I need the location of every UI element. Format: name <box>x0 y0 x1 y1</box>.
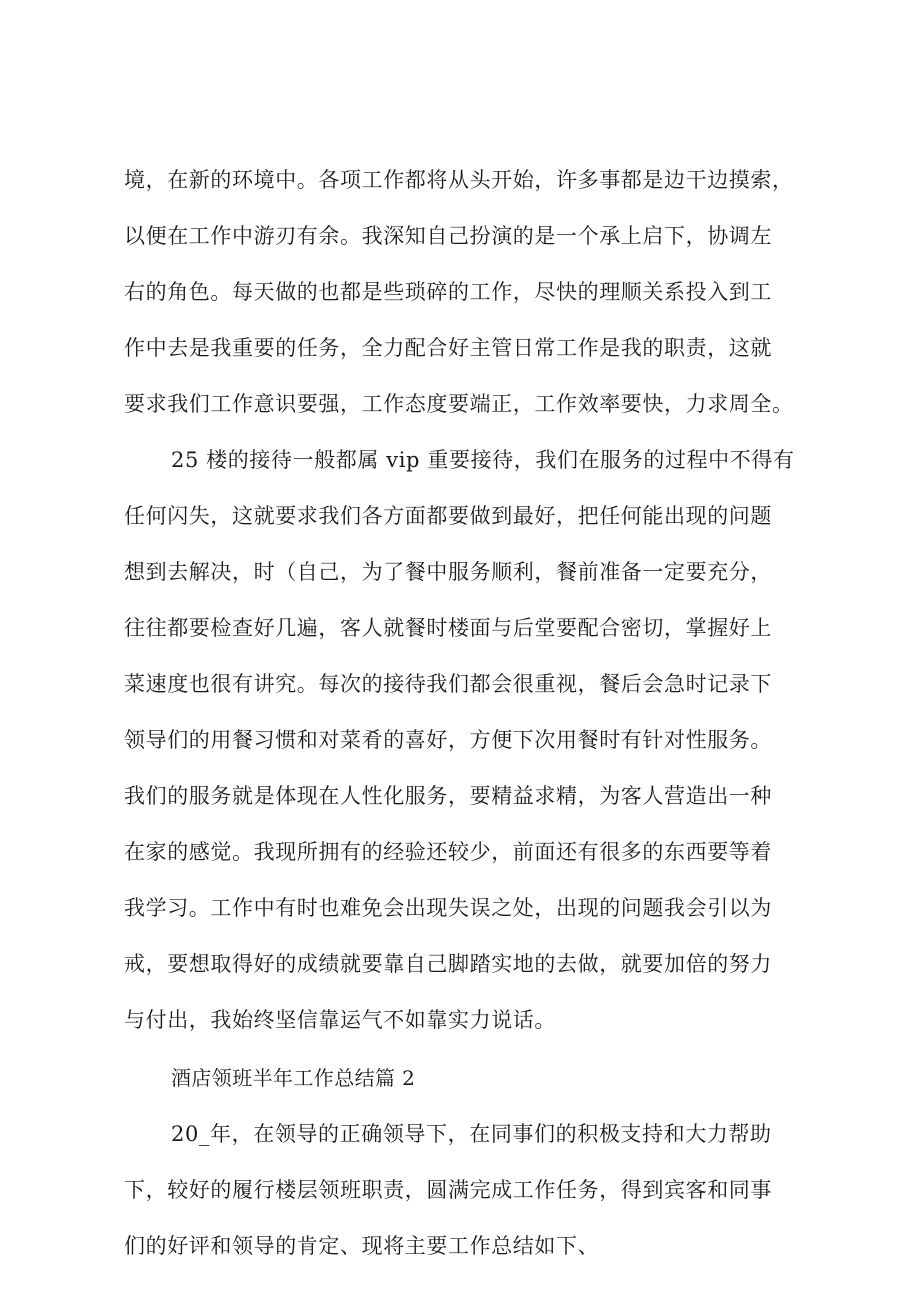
paragraph-1-line-3: 右的角色。每天做的也都是些琐碎的工作，尽快的理顺关系投入到工 <box>124 280 772 304</box>
paragraph-1-line-2: 以便在工作中游刃有余。我深知自己扮演的是一个承上启下，协调左 <box>124 224 772 248</box>
paragraph-3-line-1: 20_年，在领导的正确领导下，在同事们的积极支持和大力帮助 <box>171 1122 772 1146</box>
paragraph-1-line-5: 要求我们工作意识要强，工作态度要端正，工作效率要快，力求周全。 <box>124 392 794 416</box>
paragraph-2-line-5: 菜速度也很有讲究。每次的接待我们都会很重视，餐后会急时记录下 <box>124 672 772 696</box>
paragraph-2-line-7: 我们的服务就是体现在人性化服务，要精益求精，为客人营造出一种 <box>124 784 772 808</box>
paragraph-2-line-9: 我学习。工作中有时也难免会出现失误之处，出现的问题我会引以为 <box>124 896 772 920</box>
section-heading: 酒店领班半年工作总结篇 2 <box>171 1066 416 1090</box>
paragraph-2-line-10: 戒，要想取得好的成绩就要靠自己脚踏实地的去做，就要加倍的努力 <box>124 952 772 976</box>
paragraph-1-line-4: 作中去是我重要的任务，全力配合好主管日常工作是我的职责，这就 <box>124 336 772 360</box>
paragraph-3-line-3: 们的好评和领导的肯定、现将主要工作总结如下、 <box>124 1234 600 1258</box>
paragraph-2-line-3: 想到去解决，时（自己，为了餐中服务顺利，餐前准备一定要充分， <box>124 560 772 584</box>
paragraph-2-line-1: 25 楼的接待一般都属 vip 重要接待，我们在服务的过程中不得有 <box>171 448 795 472</box>
paragraph-2-line-2: 任何闪失，这就要求我们各方面都要做到最好，把任何能出现的问题 <box>124 504 772 528</box>
paragraph-1-line-1: 境，在新的环境中。各项工作都将从头开始，许多事都是边干边摸索， <box>124 168 794 192</box>
paragraph-2-line-8: 在家的感觉。我现所拥有的经验还较少，前面还有很多的东西要等着 <box>124 840 772 864</box>
paragraph-2-line-11: 与付出，我始终坚信靠运气不如靠实力说话。 <box>124 1008 556 1032</box>
paragraph-3-line-2: 下，较好的履行楼层领班职责，圆满完成工作任务，得到宾客和同事 <box>124 1178 772 1202</box>
paragraph-2-line-6: 领导们的用餐习惯和对菜肴的喜好，方便下次用餐时有针对性服务。 <box>124 728 772 752</box>
paragraph-2-line-4: 往往都要检查好几遍，客人就餐时楼面与后堂要配合密切，掌握好上 <box>124 616 772 640</box>
